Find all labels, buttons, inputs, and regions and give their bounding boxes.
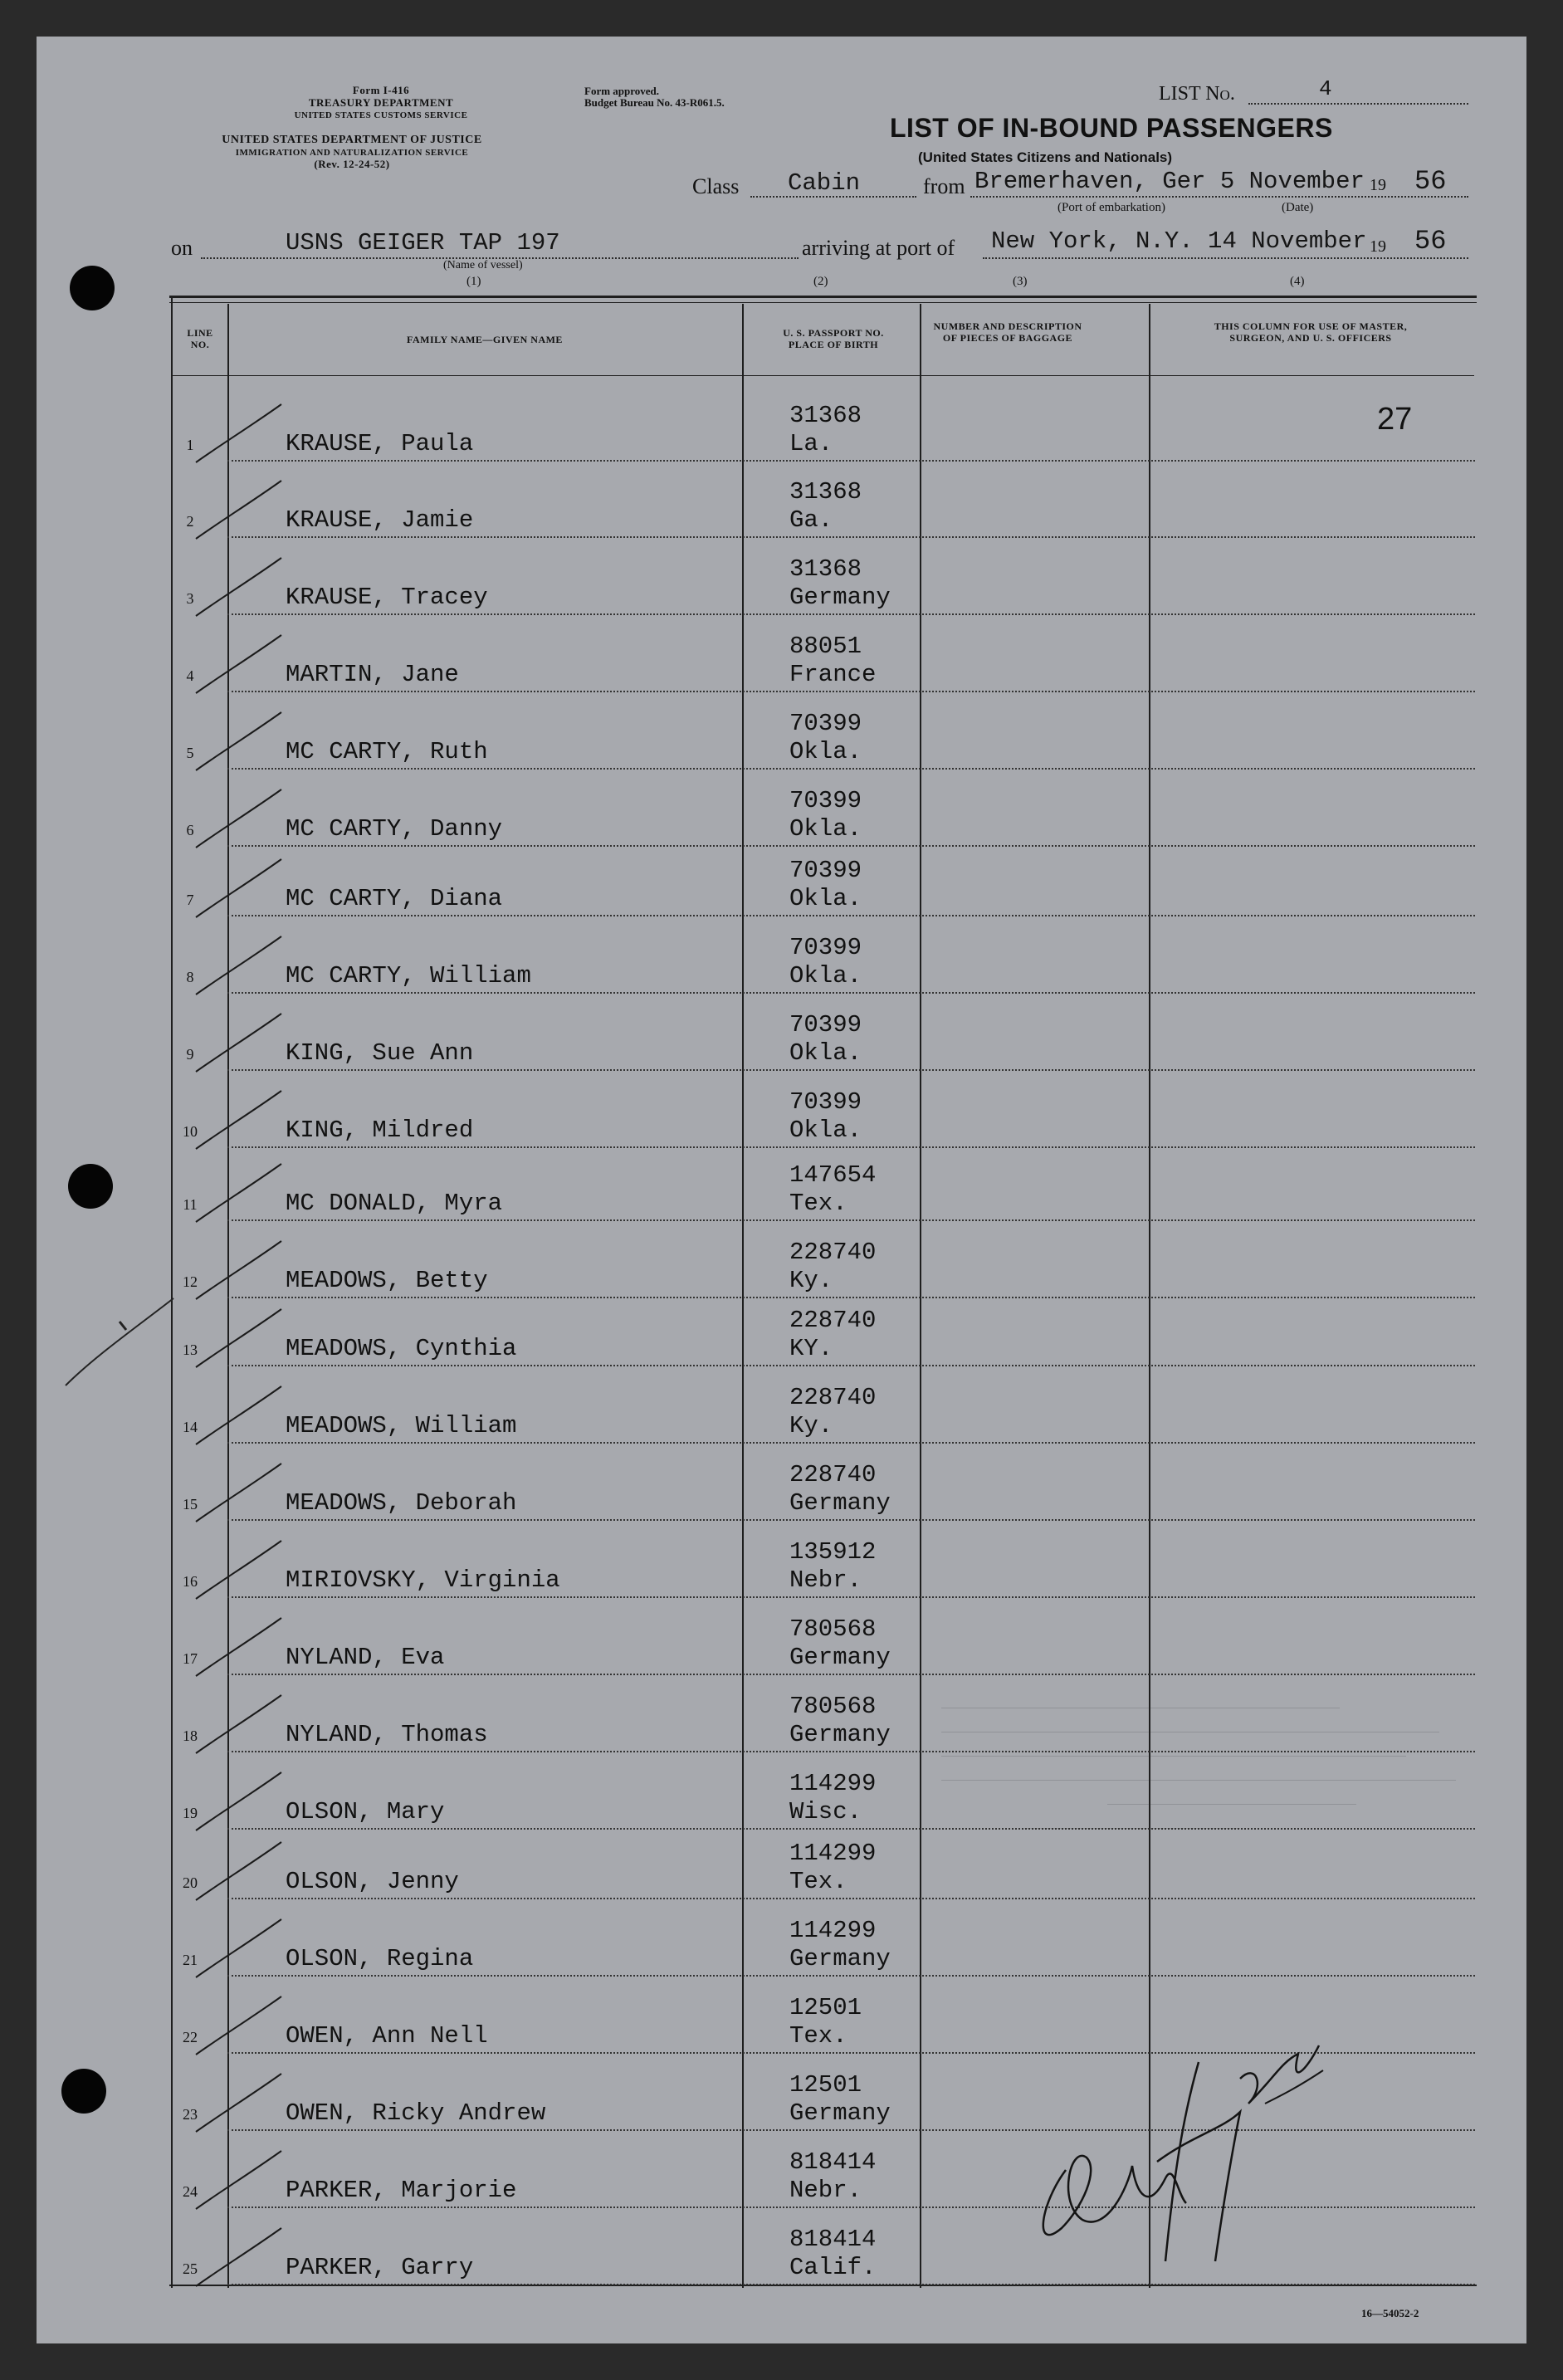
check-mark-icon — [194, 1838, 286, 1904]
dept-justice: UNITED STATES DEPARTMENT OF JUSTICE — [222, 134, 482, 146]
col-num-2: (2) — [813, 275, 828, 288]
col-num-4: (4) — [1290, 275, 1305, 288]
passport-cell — [789, 555, 891, 612]
row-rule — [227, 613, 1475, 615]
passport-number: 12501 — [789, 1994, 862, 2021]
passenger-name: MIRIOVSKY, Virginia — [286, 1566, 560, 1594]
place-of-birth: Okla. — [789, 815, 862, 843]
place-of-birth: Germany — [789, 1489, 891, 1517]
line-number: 12 — [183, 1273, 198, 1290]
passport-number: 70399 — [789, 787, 862, 814]
passport-cell — [789, 1088, 862, 1145]
place-of-birth: Tex. — [789, 1868, 847, 1895]
passport-number: 818414 — [789, 2148, 877, 2176]
arrival-value: New York, N.Y. 14 November — [991, 227, 1367, 255]
footer-code: 16—54052-2 — [1361, 2307, 1419, 2319]
row-rule — [227, 1519, 1475, 1521]
check-mark-icon — [194, 1087, 286, 1153]
passenger-name: KING, Mildred — [286, 1117, 474, 1144]
passenger-name: KRAUSE, Jamie — [286, 506, 474, 534]
col-num-1: (1) — [466, 275, 481, 288]
passport-cell — [789, 1461, 891, 1517]
passport-number: 31368 — [789, 402, 862, 429]
header-officers: THIS COLUMN FOR USE OF MASTER, SURGEON, AND U. S. OFFICERS — [1214, 320, 1408, 344]
passenger-name: MEADOWS, Cynthia — [286, 1335, 517, 1362]
passenger-name: MEADOWS, Betty — [286, 1267, 488, 1294]
passport-cell — [789, 1538, 876, 1595]
table-row — [37, 1444, 1526, 1522]
table-row — [37, 539, 1526, 616]
check-mark-icon — [194, 1614, 286, 1680]
passenger-name: NYLAND, Thomas — [286, 1721, 488, 1748]
from-year-prefix: 19 — [1370, 176, 1386, 194]
arriving-label: arriving at port of — [802, 236, 955, 260]
check-mark-icon — [194, 1915, 286, 1982]
row-rule — [227, 1069, 1475, 1071]
check-mark-icon — [194, 1459, 286, 1526]
table-row — [37, 1599, 1526, 1676]
place-of-birth: Okla. — [789, 885, 862, 912]
officer-signature — [1033, 2012, 1348, 2278]
table-row — [37, 1367, 1526, 1444]
from-year: 56 — [1414, 166, 1447, 197]
passenger-name: MC CARTY, Ruth — [286, 738, 488, 765]
arrival-year-prefix: 19 — [1370, 237, 1386, 256]
check-mark-icon — [194, 1992, 286, 2059]
passport-cell — [789, 1693, 891, 1749]
passport-cell — [789, 1770, 876, 1826]
passport-cell — [789, 2226, 876, 2282]
passenger-name: OWEN, Ricky Andrew — [286, 2099, 546, 2127]
table-row — [37, 616, 1526, 693]
passport-number: 780568 — [789, 1693, 877, 1720]
passenger-name: MARTIN, Jane — [286, 661, 459, 688]
class-value: Cabin — [788, 169, 861, 197]
class-label: Class — [692, 174, 740, 198]
row-rule — [227, 1442, 1475, 1444]
check-mark-icon — [194, 554, 286, 620]
passport-number: 228740 — [789, 1307, 877, 1334]
place-of-birth: Wisc. — [789, 1798, 862, 1825]
line-number: 25 — [183, 2260, 198, 2277]
passport-cell — [789, 2148, 876, 2205]
place-of-birth: Nebr. — [789, 2177, 862, 2204]
place-of-birth: France — [789, 661, 877, 688]
passenger-name: MC CARTY, Danny — [286, 815, 503, 843]
list-label: LIST No. — [1159, 83, 1235, 105]
officer-note: 27 — [1377, 402, 1413, 437]
line-number: 20 — [183, 1874, 198, 1891]
passport-cell — [789, 1161, 876, 1218]
form-number: Form I-416 — [352, 84, 410, 96]
passport-cell — [789, 1615, 891, 1672]
table-row — [37, 1145, 1526, 1222]
row-rule — [227, 2284, 1475, 2285]
line-number: 3 — [186, 590, 194, 607]
place-of-birth: Germany — [789, 1945, 891, 1972]
passenger-name: OLSON, Mary — [286, 1798, 445, 1825]
table-row — [37, 1290, 1526, 1367]
place-of-birth: Tex. — [789, 1190, 847, 1217]
passport-cell — [789, 478, 862, 535]
passport-number: 147654 — [789, 1161, 877, 1189]
line-number: 14 — [183, 1419, 198, 1435]
binder-hole-top — [70, 266, 115, 310]
passport-cell — [789, 1011, 862, 1068]
line-number: 22 — [183, 2029, 198, 2045]
passport-cell — [789, 633, 876, 689]
passport-number: 228740 — [789, 1384, 877, 1411]
passport-number: 135912 — [789, 1538, 877, 1566]
dept-treasury: TREASURY DEPARTMENT — [308, 96, 454, 109]
vessel-caption: (Name of vessel) — [443, 259, 523, 271]
check-mark-icon — [194, 708, 286, 775]
passport-cell — [789, 1384, 876, 1440]
line-number: 6 — [186, 822, 194, 838]
place-of-birth: Okla. — [789, 1117, 862, 1144]
place-of-birth: Tex. — [789, 2022, 847, 2050]
line-number: 21 — [183, 1952, 198, 1968]
check-mark-icon — [194, 855, 286, 921]
line-number: 19 — [183, 1805, 198, 1821]
line-number: 7 — [186, 892, 194, 908]
place-of-birth: KY. — [789, 1335, 833, 1362]
check-mark-icon — [194, 2070, 286, 2136]
passenger-name: NYLAND, Eva — [286, 1644, 445, 1671]
check-mark-icon — [194, 1305, 286, 1371]
line-number: 13 — [183, 1341, 198, 1358]
passenger-name: OWEN, Ann Nell — [286, 2022, 488, 2050]
table-row — [37, 840, 1526, 917]
row-rule — [227, 1365, 1475, 1366]
passenger-name: KING, Sue Ann — [286, 1039, 474, 1067]
passport-number: 70399 — [789, 710, 862, 737]
place-of-birth: Germany — [789, 584, 891, 611]
passport-cell — [789, 1917, 891, 1973]
line-number: 17 — [183, 1650, 198, 1667]
passport-number: 12501 — [789, 2071, 862, 2099]
place-of-birth: Ga. — [789, 506, 833, 534]
line-number: 24 — [183, 2183, 198, 2200]
passport-number: 70399 — [789, 1088, 862, 1116]
table-row — [37, 1072, 1526, 1149]
table-top-rule — [169, 296, 1477, 298]
row-rule — [227, 536, 1475, 538]
passport-cell — [789, 710, 862, 766]
list-number: 4 — [1319, 76, 1332, 101]
passenger-name: MEADOWS, Deborah — [286, 1489, 517, 1517]
col-num-3: (3) — [1013, 275, 1028, 288]
place-of-birth: Okla. — [789, 1039, 862, 1067]
row-rule — [227, 1975, 1475, 1977]
port-embarkation-caption: (Port of embarkation) — [1057, 201, 1165, 214]
place-of-birth: Okla. — [789, 738, 862, 765]
place-of-birth: Ky. — [789, 1267, 833, 1294]
on-label: on — [171, 236, 193, 260]
row-rule — [227, 1674, 1475, 1675]
table-row — [37, 1522, 1526, 1599]
manifest-page — [37, 37, 1526, 2343]
place-of-birth: Calif. — [789, 2254, 877, 2281]
line-number: 2 — [186, 513, 194, 530]
passenger-name: MC DONALD, Myra — [286, 1190, 503, 1217]
check-mark-icon — [194, 1160, 286, 1226]
passport-cell — [789, 1239, 876, 1295]
header-line-no: LINE NO. — [187, 327, 213, 350]
passenger-name: MEADOWS, William — [286, 1412, 517, 1439]
passport-number: 228740 — [789, 1239, 877, 1266]
check-mark-icon — [194, 476, 286, 543]
place-of-birth: Ky. — [789, 1412, 833, 1439]
passport-cell — [789, 934, 862, 990]
check-mark-icon — [194, 1691, 286, 1757]
place-of-birth: La. — [789, 430, 833, 457]
table-row — [37, 995, 1526, 1072]
table-row — [37, 693, 1526, 770]
passport-cell — [789, 1994, 862, 2050]
line-number: 23 — [183, 2106, 198, 2123]
passport-number: 780568 — [789, 1615, 877, 1643]
bleed-through-text — [941, 1684, 1473, 1942]
line-number: 1 — [186, 437, 194, 453]
passenger-name: MC CARTY, William — [286, 962, 531, 990]
table-row — [37, 770, 1526, 848]
passenger-name: MC CARTY, Diana — [286, 885, 503, 912]
budget-bureau: Budget Bureau No. 43-R061.5. — [584, 96, 725, 109]
document-title: LIST OF IN-BOUND PASSENGERS — [890, 113, 1333, 143]
form-approved: Form approved. — [584, 85, 660, 97]
check-mark-icon — [194, 2147, 286, 2213]
row-rule — [227, 915, 1475, 916]
passport-number: 70399 — [789, 857, 862, 884]
passport-number: 88051 — [789, 633, 862, 660]
document-subtitle: (United States Citizens and Nationals) — [918, 149, 1173, 165]
vessel-name: USNS GEIGER TAP 197 — [286, 229, 560, 257]
row-rule — [227, 992, 1475, 994]
line-number: 15 — [183, 1496, 198, 1513]
place-of-birth: Nebr. — [789, 1566, 862, 1594]
place-of-birth: Germany — [789, 1644, 891, 1671]
line-number: 18 — [183, 1728, 198, 1744]
passenger-name: PARKER, Marjorie — [286, 2177, 517, 2204]
passport-number: 31368 — [789, 478, 862, 506]
table-row — [37, 462, 1526, 539]
header-name: FAMILY NAME—GIVEN NAME — [407, 334, 563, 345]
passport-cell — [789, 402, 862, 458]
check-mark-icon — [194, 932, 286, 999]
passport-number: 114299 — [789, 1840, 877, 1867]
passport-number: 114299 — [789, 1770, 877, 1797]
passport-number: 114299 — [789, 1917, 877, 1944]
passport-cell — [789, 857, 862, 913]
arrival-year: 56 — [1414, 226, 1447, 257]
dept-ins: IMMIGRATION AND NATURALIZATION SERVICE — [235, 148, 469, 158]
passport-cell — [789, 1840, 876, 1896]
passport-cell — [789, 2071, 891, 2128]
check-mark-icon — [194, 2224, 286, 2290]
passenger-name: PARKER, Garry — [286, 2254, 474, 2281]
passport-number: 70399 — [789, 1011, 862, 1039]
place-of-birth: Germany — [789, 2099, 891, 2127]
check-mark-icon — [194, 1009, 286, 1076]
row-rule — [227, 768, 1475, 770]
check-mark-icon — [194, 1537, 286, 1603]
check-mark-icon — [194, 631, 286, 697]
check-mark-icon — [194, 1382, 286, 1449]
place-of-birth: Okla. — [789, 962, 862, 990]
line-number: 4 — [186, 667, 194, 684]
passenger-name: OLSON, Regina — [286, 1945, 474, 1972]
header-baggage: NUMBER AND DESCRIPTION OF PIECES OF BAGGAGE — [933, 320, 1082, 344]
line-number: 16 — [183, 1573, 198, 1590]
passport-cell — [789, 1307, 876, 1363]
row-rule — [227, 691, 1475, 692]
check-mark-icon — [194, 400, 286, 467]
line-number: 5 — [186, 745, 194, 761]
embarkation-value: Bremerhaven, Ger 5 November — [974, 168, 1365, 195]
line-number: 10 — [183, 1123, 198, 1140]
table-row — [37, 385, 1526, 462]
dept-customs: UNITED STATES CUSTOMS SERVICE — [294, 110, 468, 120]
passenger-name: OLSON, Jenny — [286, 1868, 459, 1895]
line-number: 9 — [186, 1046, 194, 1063]
line-number: 8 — [186, 969, 194, 985]
row-rule — [227, 1219, 1475, 1221]
margin-tick — [61, 1290, 178, 1390]
place-of-birth: Germany — [789, 1721, 891, 1748]
passenger-name: KRAUSE, Tracey — [286, 584, 488, 611]
passport-number: 228740 — [789, 1461, 877, 1488]
date-caption: (Date) — [1282, 201, 1314, 214]
table-row — [37, 1222, 1526, 1299]
passport-cell — [789, 787, 862, 843]
form-revision: (Rev. 12-24-52) — [314, 158, 390, 170]
from-label: from — [923, 174, 965, 198]
passport-number: 70399 — [789, 934, 862, 961]
passport-number: 818414 — [789, 2226, 877, 2253]
line-number: 11 — [183, 1196, 198, 1213]
row-rule — [227, 1596, 1475, 1598]
passenger-name: KRAUSE, Paula — [286, 430, 474, 457]
passport-number: 31368 — [789, 555, 862, 583]
table-row — [37, 917, 1526, 995]
header-passport: U. S. PASSPORT NO. PLACE OF BIRTH — [783, 327, 884, 350]
